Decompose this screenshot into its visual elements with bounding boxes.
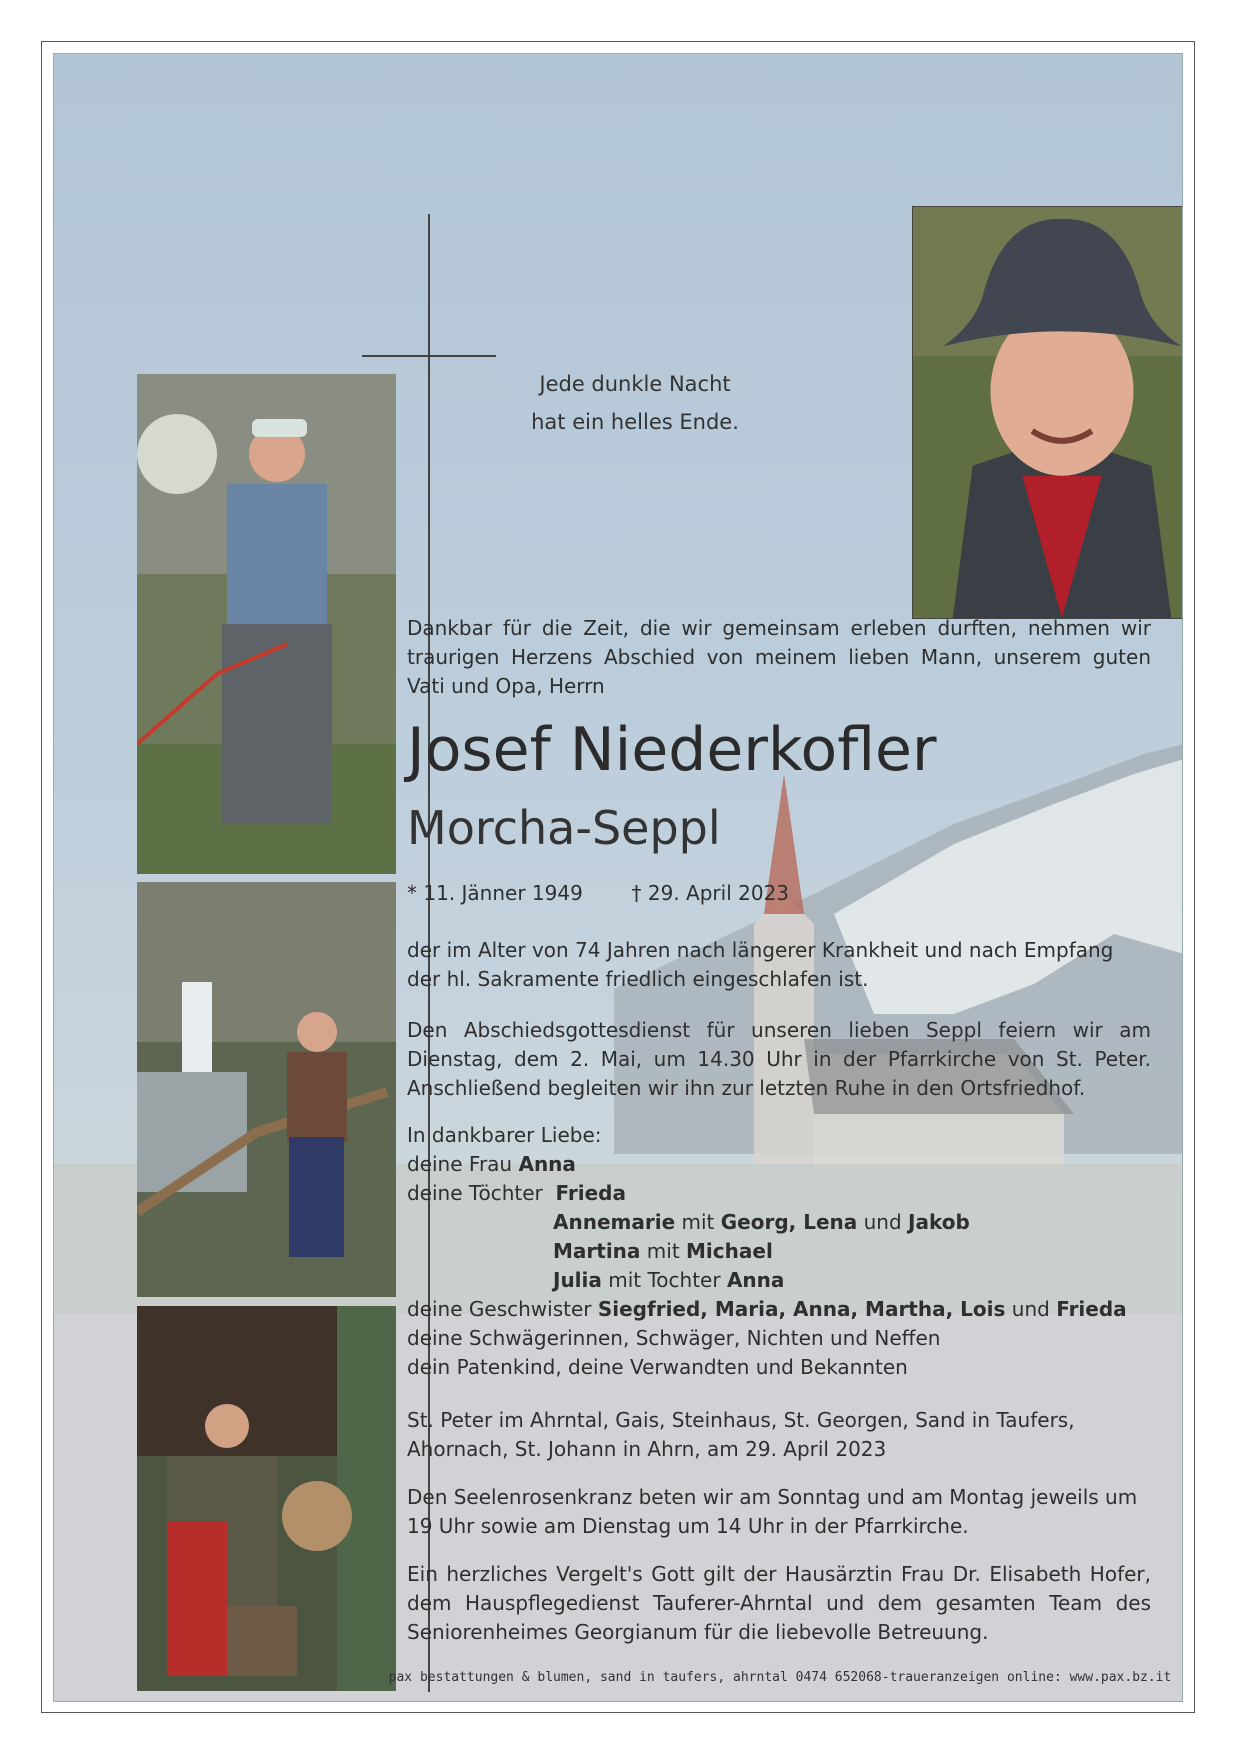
intro-text: Dankbar für die Zeit, die wir gemeinsam erleben durften, nehmen wir traurigen Herzens Abschied von meinem lieben Mann, unserem guten Vati und Opa, Herrn [407,616,1151,698]
portrait-photo [912,206,1183,619]
cross-horizontal [362,355,496,357]
rosary-text: Den Seelenrosenkranz beten wir am Sonntag und am Montag jeweils um 19 Uhr sowie am Dienstag um 14 Uhr in der Pfarrkirche. [407,1485,1138,1538]
photo-man-butter-churn [137,1306,396,1691]
photo-man-waterfall [137,882,396,1297]
footer-imprint: pax bestattungen & blumen, sand in taufers, ahrntal 0474 652068-traueranzeigen online: www.pax.bz.it [388,1670,1172,1685]
service-text: Den Abschiedsgottesdienst für unseren lieben Seppl feiern wir am Dienstag, dem 2. Mai, um 14.30 Uhr in der Pfarrkirche von St. Peter. Anschließend begleiten wir ihn zur letzten Ruhe in den Ortsfriedhof. [407,1018,1151,1100]
motto [480,365,790,441]
thanks-text: Ein herzliches Vergelt's Gott gilt der Hausärztin Frau Dr. Elisabeth Hofer, dem Hauspflegedienst Tauferer-Ahrntal und dem gesamten Team des Seniorenheimes Georgianum für die liebevolle Betreuung. [407,1562,1151,1644]
mourner-daughter-1: deine Töchter Frieda [407,1181,626,1205]
mourner-siblings: deine Geschwister Siegfried, Maria, Anna, Martha, Lois und Frieda [407,1297,1127,1321]
mourners-heading: In dankbarer Liebe: [407,1123,602,1147]
mourner-wife: deine Frau Anna [407,1152,576,1176]
mourner-daughter-3: Martina mit Michael [553,1239,773,1263]
mourner-inlaws: deine Schwägerinnen, Schwäger, Nichten und Neffen [407,1326,941,1350]
mourner-godchild: dein Patenkind, deine Verwandten und Bekannten [407,1355,908,1379]
motto-line-1: Jede dunkle Nacht [539,372,731,396]
life-dates [407,878,789,908]
motto-line-2: hat ein helles Ende. [531,410,739,434]
mourners-list [407,1121,1127,1382]
death-text: der im Alter von 74 Jahren nach längerer Krankheit und nach Empfang der hl. Sakramente friedlich eingeschlafen ist. [407,938,1114,991]
mourner-daughter-2: Annemarie mit Georg, Lena und Jakob [553,1210,970,1234]
deceased-nickname: Morcha-Seppl [407,801,721,855]
places-text: St. Peter im Ahrntal, Gais, Steinhaus, St. Georgen, Sand in Taufers, Ahornach, St. Johann in Ahrn, am 29. April 2023 [407,1408,1075,1461]
deceased-name: Josef Niederkofler [407,715,937,785]
death-date: † 29. April 2023 [631,881,790,905]
photo-man-watering [137,374,396,874]
birth-date: * 11. Jänner 1949 [407,881,583,905]
mourner-daughter-4: Julia mit Tochter Anna [553,1268,785,1292]
